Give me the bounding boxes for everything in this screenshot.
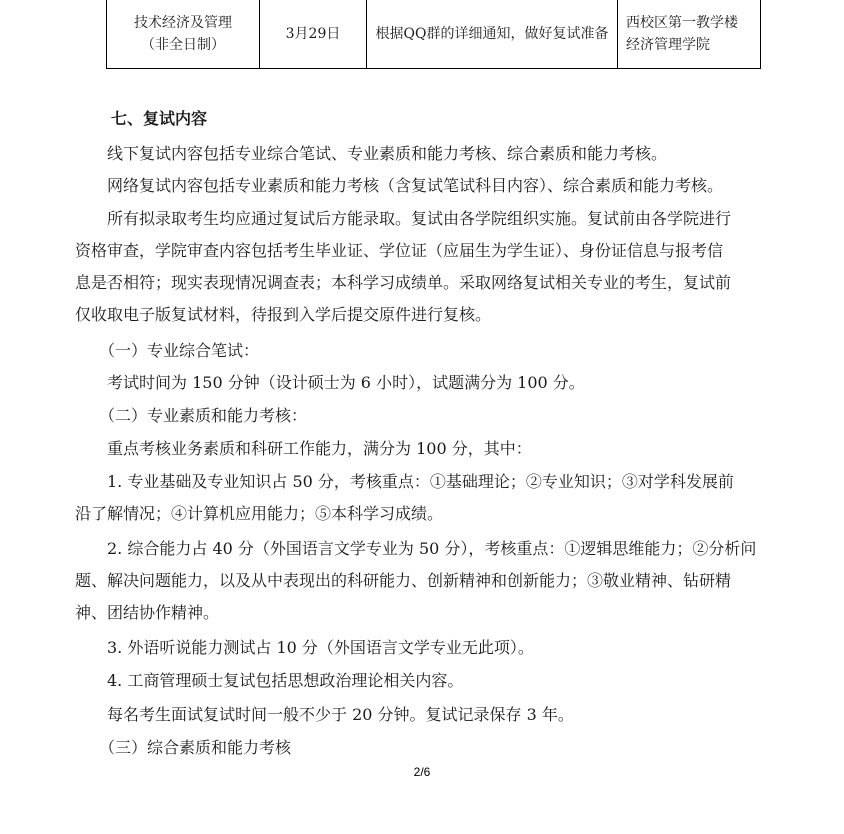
list-item-1	[75, 466, 775, 530]
paragraph-line: 1. 专业基础及专业知识占 50 分，考核重点：①基础理论；②专业知识；③对学科发展前	[75, 472, 734, 491]
program-name: 技术经济及管理	[134, 14, 232, 31]
subheading-comprehensive-assessment	[75, 732, 775, 764]
list-item-4	[75, 665, 775, 697]
location-cell	[618, 0, 761, 69]
subheading-written-exam	[75, 335, 775, 367]
paragraph-line: 线下复试内容包括专业综合笔试、专业素质和能力考核、综合素质和能力考核。	[75, 144, 668, 163]
exam-date: 3月29日	[285, 25, 341, 42]
date-cell	[260, 0, 367, 69]
paragraph-line: 每名考生面试复试时间一般不少于 20 分钟。复试记录保存 3 年。	[75, 705, 574, 724]
location-school: 经济管理学院	[626, 36, 710, 53]
paragraph-line: 资格审查，学院审查内容包括考生毕业证、学位证（应届生为学生证）、身份证信息与报考信	[75, 241, 724, 260]
section-heading: 七、复试内容	[111, 109, 208, 128]
page-number: 2/6	[413, 765, 431, 779]
paragraph-exam-time	[75, 367, 775, 399]
paragraph-line: 考试时间为 150 分钟（设计硕士为 6 小时），试题满分为 100 分。	[75, 373, 585, 392]
paragraph-admission-review	[75, 203, 775, 331]
paragraph-line: 3. 外语听说能力测试占 10 分（外国语言文学专业无此项）。	[75, 638, 534, 657]
exam-note: 根据QQ群的详细通知，做好复试准备	[375, 25, 609, 42]
paragraph-line: 所有拟录取考生均应通过复试后方能录取。复试由各学院组织实施。复试前由各学院进行	[75, 209, 732, 228]
paragraph-line: 题、解决问题能力，以及从中表现出的科研能力、创新精神和创新能力；③敬业精神、钻研精	[75, 571, 732, 590]
program-mode: （非全日制）	[141, 36, 225, 53]
paragraph-line: 神、团结协作精神。	[75, 603, 220, 622]
list-item-2	[75, 533, 775, 629]
paragraph-line: 4. 工商管理硕士复试包括思想政治理论相关内容。	[75, 671, 464, 690]
paragraph-interview-time	[75, 699, 775, 731]
schedule-table	[106, 0, 761, 69]
paragraph-line: 沿了解情况；④计算机应用能力；⑤本科学习成绩。	[75, 504, 444, 523]
paragraph-line: 仅收取电子版复试材料，待报到入学后提交原件进行复核。	[75, 305, 492, 324]
paragraph-offline-content	[75, 138, 775, 170]
paragraph-line: 重点考核业务素质和科研工作能力，满分为 100 分，其中：	[75, 439, 532, 458]
list-item-3	[75, 632, 775, 664]
location-building: 西校区第一教学楼	[626, 14, 738, 31]
table-row	[107, 0, 761, 69]
paragraph-line: 网络复试内容包括专业素质和能力考核（含复试笔试科目内容）、综合素质和能力考核。	[75, 176, 724, 195]
paragraph-line: （一）专业综合笔试：	[75, 341, 260, 360]
paragraph-line: （二）专业素质和能力考核：	[75, 406, 308, 425]
paragraph-focus	[75, 433, 775, 465]
note-cell	[367, 0, 618, 69]
paragraph-online-content	[75, 170, 775, 202]
program-cell	[107, 0, 260, 69]
paragraph-line: 息是否相符；现实表现情况调查表；本科学习成绩单。采取网络复试相关专业的考生，复试前	[75, 273, 732, 292]
paragraph-line: 2. 综合能力占 40 分（外国语言文学专业为 50 分），考核重点：①逻辑思维能力；②分析问	[75, 539, 757, 558]
paragraph-line: （三）综合素质和能力考核	[75, 738, 292, 757]
subheading-professional-assessment	[75, 400, 775, 432]
